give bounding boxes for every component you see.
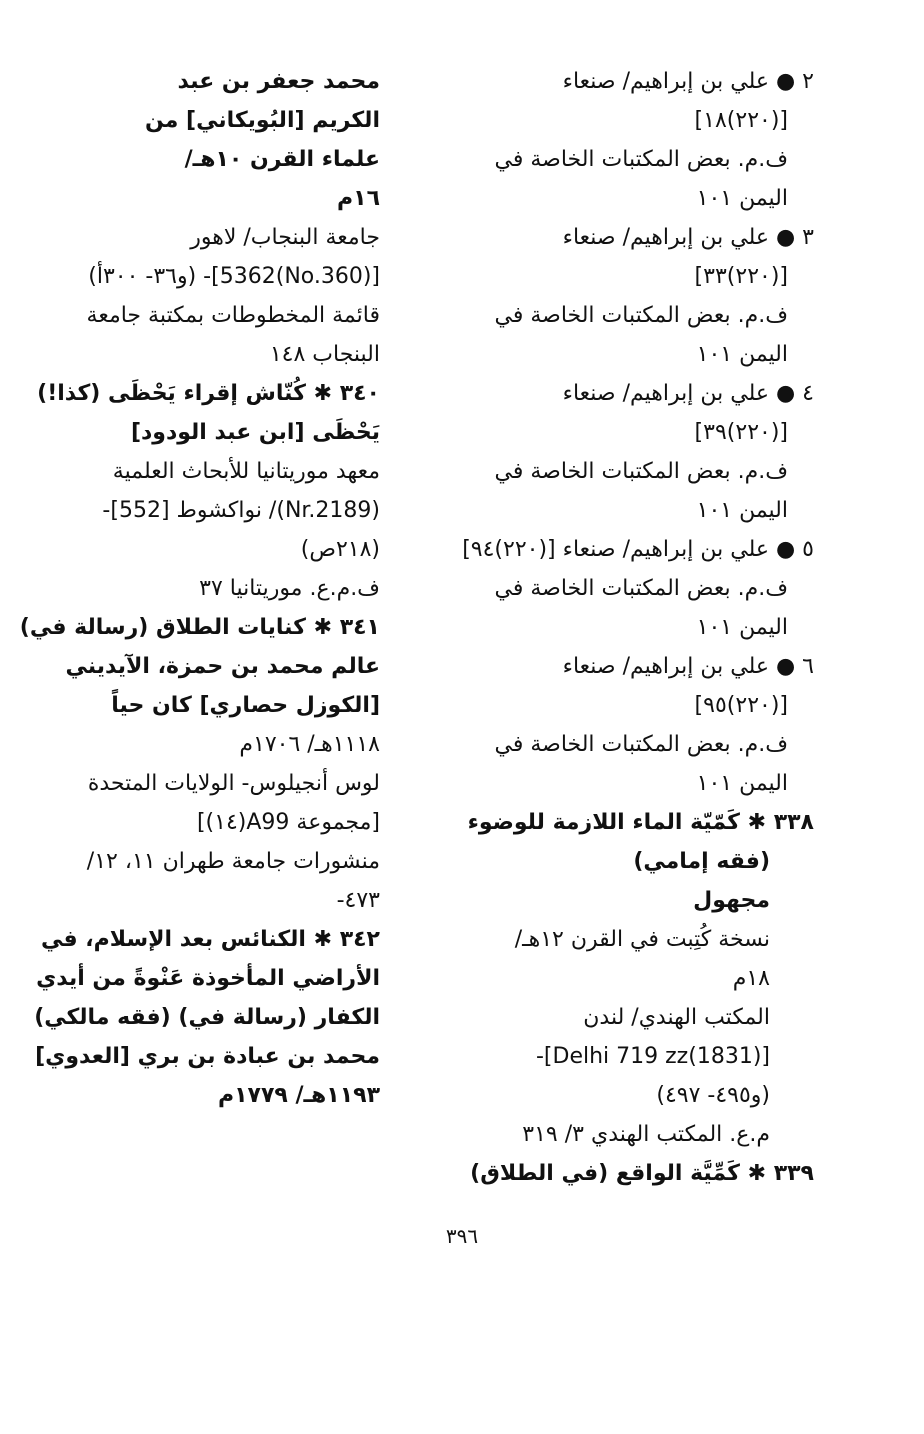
entry-340-title: ٣٤٠ ✱ كُنّاش إقراء يَحْظَى (كذا!) xyxy=(37,381,380,406)
copy-6-catalog: ف.م. بعض المكتبات الخاصة في xyxy=(494,732,788,757)
entry-338-date: نسخة كُتِبت في القرن ١٢هـ/ xyxy=(514,927,770,952)
page-number: ٣٩٦ xyxy=(445,1224,479,1248)
entry-340-catalog: ف.م.ع. موريتانيا ٣٧ xyxy=(199,576,380,601)
copy-2-catalog-cont: اليمن ١٠١ xyxy=(696,186,788,211)
entry-339-author: محمد جعفر بن عبد xyxy=(177,69,380,94)
copy-6-catalog-cont: اليمن ١٠١ xyxy=(696,771,788,796)
copy-2-catalog: ف.م. بعض المكتبات الخاصة في xyxy=(494,147,788,172)
entry-339-catalog: قائمة المخطوطات بمكتبة جامعة xyxy=(86,303,380,328)
copy-3-catalog-cont: اليمن ١٠١ xyxy=(696,342,788,367)
copy-3-label: ٣ ● علي بن إبراهيم/ صنعاء xyxy=(562,225,814,250)
entry-341-date: ١١١٨هـ/ ١٧٠٦م xyxy=(239,732,380,757)
entry-340-shelfmark: (Nr.2189)/ نواكشوط [552]- xyxy=(102,498,380,523)
entry-340-library: معهد موريتانيا للأبحاث العلمية xyxy=(112,459,380,484)
entry-338-author: مجهول xyxy=(693,888,770,913)
copy-5-catalog: ف.م. بعض المكتبات الخاصة في xyxy=(494,576,788,601)
right-column xyxy=(452,62,814,1193)
entry-341-author-cont: [الكوزل حصاري] كان حياً xyxy=(111,693,380,718)
entry-339-author-period: علماء القرن ١٠هـ/ xyxy=(184,147,380,172)
entry-339-library: جامعة البنجاب/ لاهور xyxy=(190,225,380,250)
entry-339-catalog-cont: البنجاب ١٤٨ xyxy=(269,342,380,367)
entry-339-shelfmark: [(No.360)5362]- (و٣٦- ٣٠٠أ) xyxy=(88,264,380,289)
copy-6-shelfmark: [(٢٢٠)٩٥] xyxy=(694,693,788,718)
copy-2-label: ٢ ● علي بن إبراهيم/ صنعاء xyxy=(562,69,814,94)
copy-3-shelfmark: [(٢٢٠)٣٣] xyxy=(694,264,788,289)
entry-342-date: ١١٩٣هـ/ ١٧٧٩م xyxy=(217,1083,380,1108)
entry-338-catalog: م.ع. المكتب الهندي ٣/ ٣١٩ xyxy=(522,1122,770,1147)
entry-339-author-cont: الكريم [البُويكاني] من xyxy=(144,108,380,133)
entry-338-shelfmark: [(1831)Delhi 719 zz]- xyxy=(535,1044,770,1069)
entry-342-subject: الكفار (رسالة في) (فقه مالكي) xyxy=(34,1005,380,1030)
entry-341-title: ٣٤١ ✱ كنايات الطلاق (رسالة في) xyxy=(19,615,380,640)
entry-340-pages: (٢١٨ص) xyxy=(300,537,380,562)
entry-342-title: ٣٤٢ ✱ الكنائس بعد الإسلام، في xyxy=(40,927,380,952)
copy-5-catalog-cont: اليمن ١٠١ xyxy=(696,615,788,640)
entry-341-author: عالم محمد بن حمزة، الآيديني xyxy=(65,654,380,679)
copy-4-catalog: ف.م. بعض المكتبات الخاصة في xyxy=(494,459,788,484)
entry-342-title-cont: الأراضي المأخوذة عَنْوةً من أيدي xyxy=(36,966,380,991)
entry-341-library: لوس أنجيلوس- الولايات المتحدة xyxy=(87,771,380,796)
entry-342-author: محمد بن عبادة بن بري [العدوي] xyxy=(35,1044,380,1069)
copy-4-label: ٤ ● علي بن إبراهيم/ صنعاء xyxy=(562,381,814,406)
entry-341-catalog: منشورات جامعة طهران ١١، ١٢/ xyxy=(86,849,380,874)
entry-338-folios: (و٤٩٥- ٤٩٧) xyxy=(656,1083,770,1108)
copy-2-shelfmark: [(٢٢٠)١٨] xyxy=(694,108,788,133)
entry-338-subject: (فقه إمامي) xyxy=(633,849,770,874)
copy-4-catalog-cont: اليمن ١٠١ xyxy=(696,498,788,523)
copy-5-label: ٥ ● علي بن إبراهيم/ صنعاء [(٢٢٠)٩٤] xyxy=(462,537,814,562)
entry-338-date-cont: ١٨م xyxy=(732,966,770,991)
entry-338-title: ٣٣٨ ✱ كَمّيّة الماء اللازمة للوضوء xyxy=(467,810,814,835)
entry-339-title: ٣٣٩ ✱ كَمِّيَّة الواقع (في الطلاق) xyxy=(470,1161,814,1186)
copy-4-shelfmark: [(٢٢٠)٣٩] xyxy=(694,420,788,445)
copy-6-label: ٦ ● علي بن إبراهيم/ صنعاء xyxy=(562,654,814,679)
entry-341-shelfmark: [مجموعة A99(١٤)] xyxy=(196,810,380,835)
entry-339-author-period-cont: ١٦م xyxy=(337,186,380,211)
entry-338-library: المكتب الهندي/ لندن xyxy=(583,1005,770,1030)
copy-3-catalog: ف.م. بعض المكتبات الخاصة في xyxy=(494,303,788,328)
entry-340-author: يَحْظَى [ابن عبد الودود] xyxy=(130,420,380,445)
entry-341-catalog-cont: ٤٧٣- xyxy=(336,888,380,913)
left-column xyxy=(19,62,380,1115)
